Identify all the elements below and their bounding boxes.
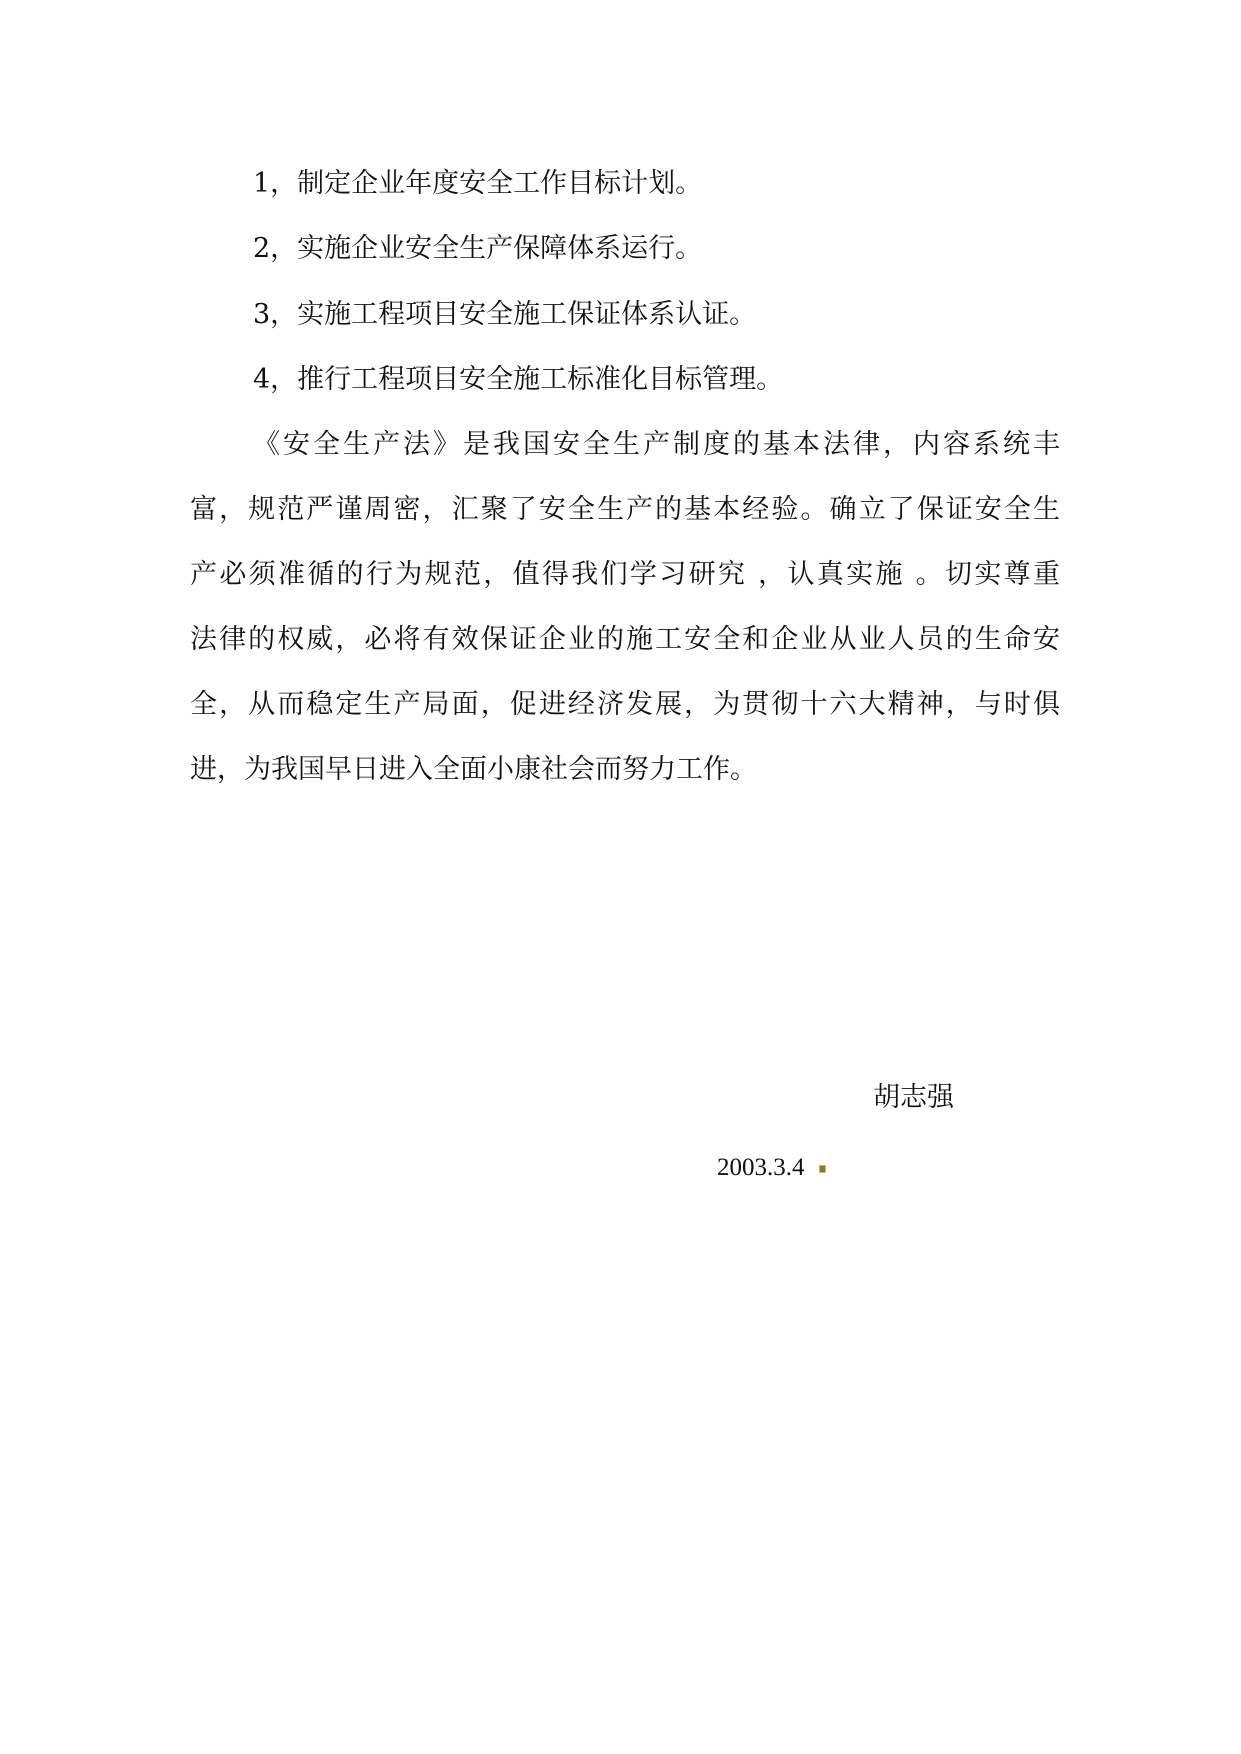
paragraph-line-2: 富，规范严谨周密，汇聚了安全生产的基本经验。确立了保证安全生	[190, 494, 1060, 525]
paragraph-mark-icon	[819, 1165, 826, 1173]
list-item-4: 4，推行工程项目安全施工标准化目标管理。	[253, 364, 784, 395]
list-item-3: 3，实施工程项目安全施工保证体系认证。	[253, 299, 757, 330]
paragraph-line-4: 法律的权威，必将有效保证企业的施工安全和企业从业人员的生命安	[190, 624, 1060, 655]
signature-name: 胡志强	[873, 1082, 954, 1113]
paragraph-line-5: 全，从而稳定生产局面，促进经济发展，为贯彻十六大精神，与时俱	[190, 689, 1060, 720]
list-item-1: 1，制定企业年度安全工作目标计划。	[253, 168, 703, 199]
signature-date: 2003.3.4	[717, 1154, 805, 1181]
paragraph-line-3: 产必须准循的行为规范，值得我们学习研究 ，认真实施 。切实尊重	[190, 559, 1060, 590]
list-item-2: 2，实施企业安全生产保障体系运行。	[253, 233, 703, 264]
paragraph-line-1: 《安全生产法》是我国安全生产制度的基本法律，内容系统丰	[253, 429, 1060, 460]
paragraph-line-6: 进，为我国早日进入全面小康社会而努力工作。	[190, 754, 757, 785]
